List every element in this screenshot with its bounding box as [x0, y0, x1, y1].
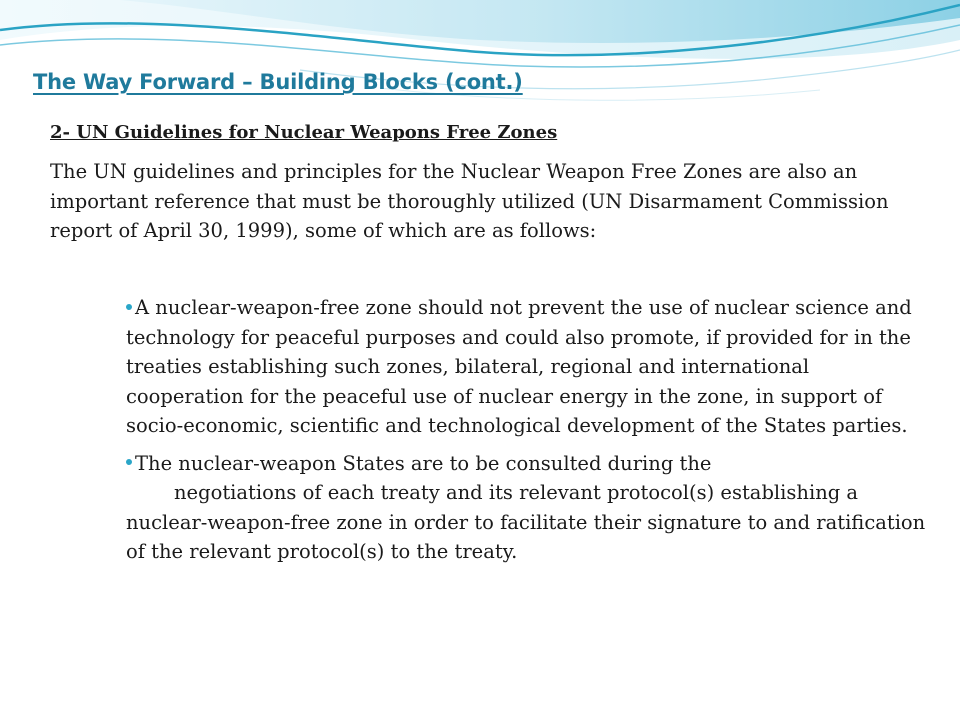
bullet-dot-icon — [126, 459, 132, 465]
section-subheading: 2- UN Guidelines for Nuclear Weapons Free Zones — [50, 122, 558, 143]
bullet-item — [126, 449, 926, 567]
bullet-text-rest: negotiations of each treaty and its relevant protocol(s) establishing a nuclear-weapon-free zone in order to facilitate their signature to and ratification of the relevant protocol(s) to the treaty. — [126, 481, 926, 563]
intro-paragraph: The UN guidelines and principles for the Nuclear Weapon Free Zones are also an important reference that must be thoroughly utilized (UN Disarmament Commission report of April 30, 1999), some of which are as follows: — [50, 160, 889, 242]
slide-title: The Way Forward – Building Blocks (cont.) — [33, 70, 523, 94]
bullet-item — [126, 293, 926, 441]
bullet-text-line1: The nuclear-weapon States are to be consulted during the — [135, 451, 712, 475]
bullet-text: A nuclear-weapon-free zone should not prevent the use of nuclear science and technology for peaceful purposes and could also promote, if provided for in the treaties establishing such zones, bilateral, regional and international cooperation for the peaceful use of nuclear energy in the zone, in support of socio-economic, scientific and technological development of the States parties. — [126, 296, 912, 437]
bullet-dot-icon — [126, 304, 132, 310]
bullet-list — [126, 293, 926, 575]
